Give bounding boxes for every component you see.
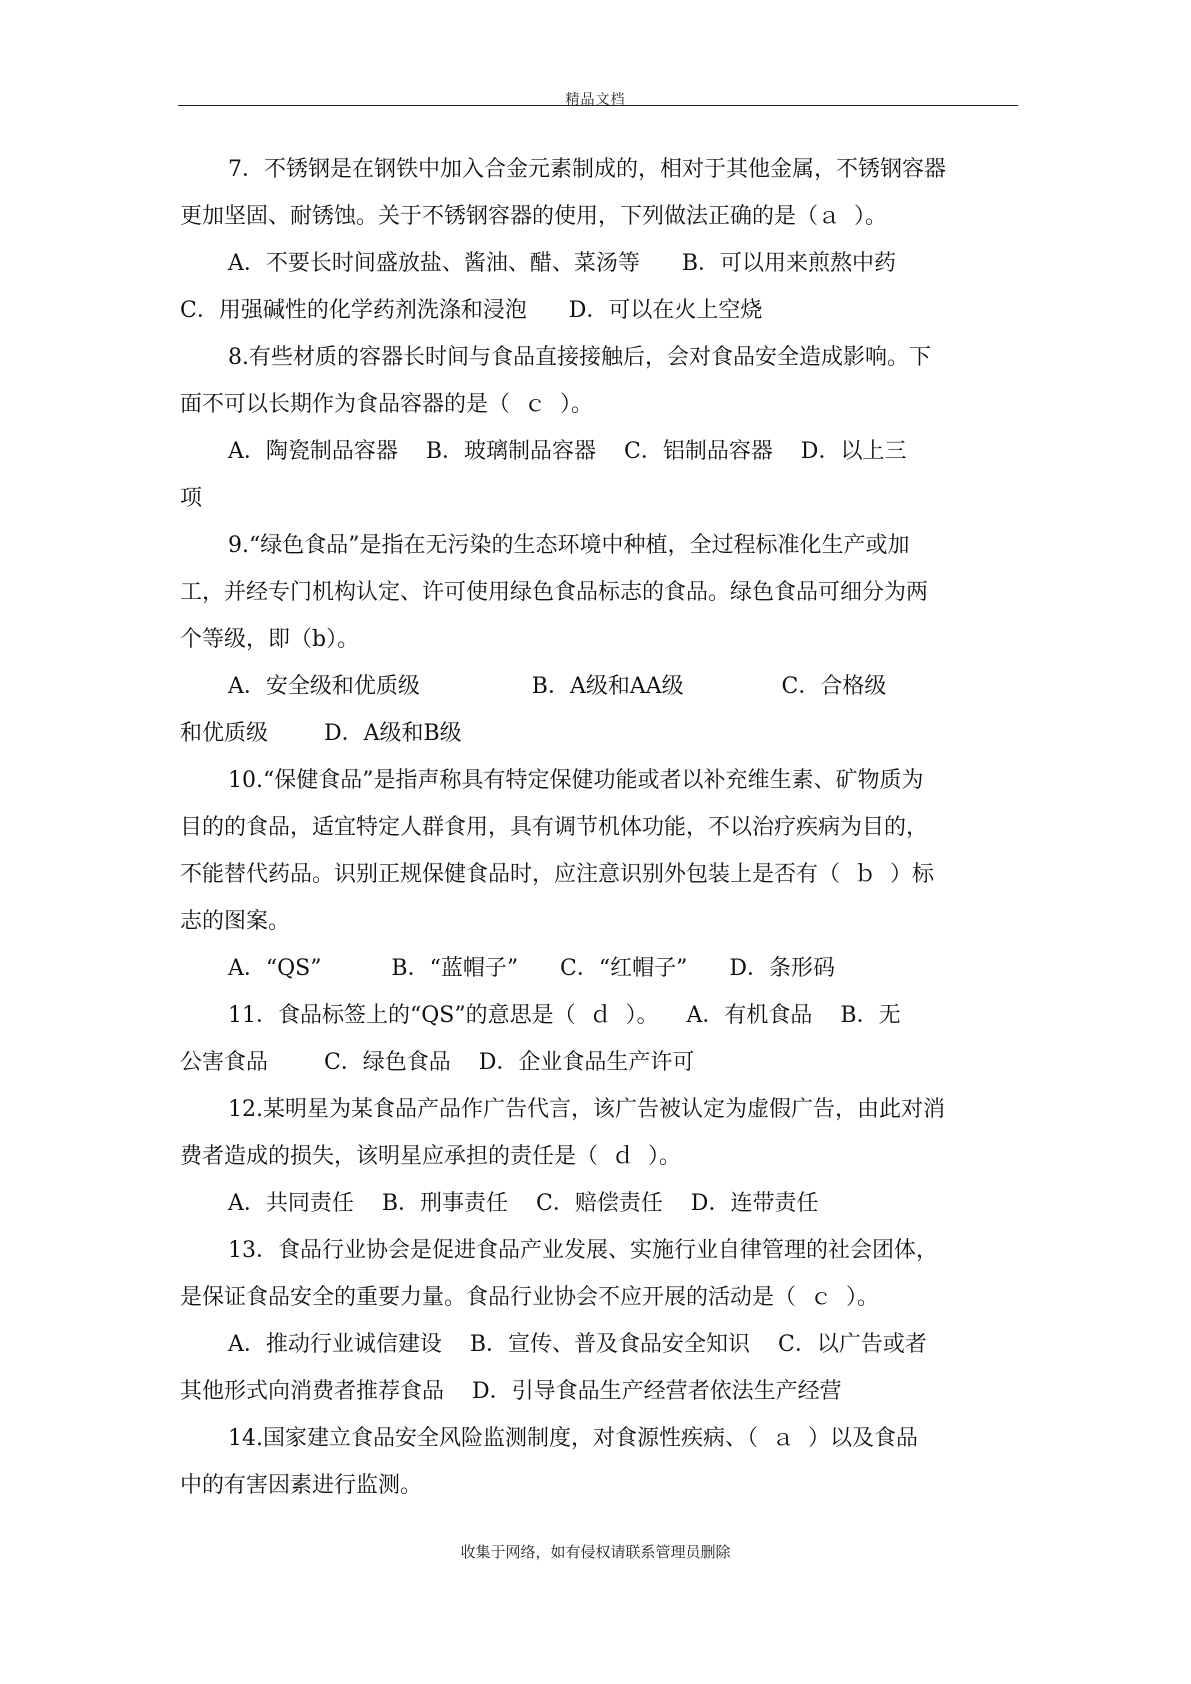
text-line: 志的图案。 [180,909,291,934]
text-line: 不能替代药品。识别正规保健食品时，应注意识别外包装上是否有（ ｂ ）标 [180,862,934,887]
footer-note: 收集于网络，如有侵权请联系管理员删除 [460,1543,731,1561]
page-header-title: 精品文档 [565,92,626,108]
text-line: 和优质级 D．A级和B级 [180,721,462,746]
text-line: 其他形式向消费者推荐食品 D．引导食品生产经营者依法生产经营 [180,1379,842,1404]
text-line: A．不要长时间盛放盐、酱油、醋、菜汤等 B．可以用来煎熬中药 [228,251,897,276]
text-line: 13．食品行业协会是促进食品产业发展、实施行业自律管理的社会团体， [228,1238,938,1263]
text-line: 10.“保健食品”是指声称具有特定保健功能或者以补充维生素、矿物质为 [228,768,924,793]
text-line: 14.国家建立食品安全风险监测制度，对食源性疾病、（ ａ ）以及食品 [228,1426,918,1451]
text-line: 个等级，即（b）。 [180,627,360,652]
text-line: 12.某明星为某食品产品作广告代言，该广告被认定为虚假广告，由此对消 [228,1097,945,1122]
text-line: 面不可以长期作为食品容器的是（ ｃ ）。 [180,392,593,417]
text-line: A．推动行业诚信建设 B．宣传、普及食品安全知识 C．以广告或者 [228,1332,927,1357]
text-line: 11．食品标签上的“QS”的意思是（ ｄ ）。 A．有机食品 B．无 [228,1003,901,1028]
text-line: A．“QS” B．“蓝帽子” C．“红帽子” D．条形码 [228,956,835,981]
text-line: A．陶瓷制品容器 B．玻璃制品容器 C．铝制品容器 D．以上三 [228,439,907,464]
document-body [180,146,1016,1509]
header-divider [178,105,1018,106]
text-line: 项 [180,486,203,511]
text-line: 9.“绿色食品”是指在无污染的生态环境中种植，全过程标准化生产或加 [228,533,910,558]
text-line: 是保证食品安全的重要力量。食品行业协会不应开展的活动是（ ｃ ）。 [180,1285,879,1310]
text-line: 更加坚固、耐锈蚀。关于不锈钢容器的使用，下列做法正确的是（ａ ）。 [180,204,887,229]
text-line: A．安全级和优质级 B．A级和AA级 C．合格级 [228,674,887,699]
text-line: 8.有些材质的容器长时间与食品直接接触后，会对食品安全造成影响。下 [228,345,931,370]
text-line: 中的有害因素进行监测。 [180,1473,423,1498]
text-line: 费者造成的损失，该明星应承担的责任是（ ｄ ）。 [180,1144,681,1169]
text-line: C．用强碱性的化学药剂洗涤和浸泡 D．可以在火上空烧 [180,298,763,323]
text-line: A．共同责任 B．刑事责任 C．赔偿责任 D．连带责任 [228,1191,819,1216]
text-line: 7．不锈钢是在钢铁中加入合金元素制成的，相对于其他金属，不锈钢容器 [228,157,946,182]
text-line: 工，并经专门机构认定、许可使用绿色食品标志的食品。绿色食品可细分为两 [180,580,929,605]
text-line: 公害食品 C．绿色食品 D．企业食品生产许可 [180,1050,695,1075]
text-line: 目的的食品，适宜特定人群食用，具有调节机体功能，不以治疗疾病为目的， [180,815,929,840]
